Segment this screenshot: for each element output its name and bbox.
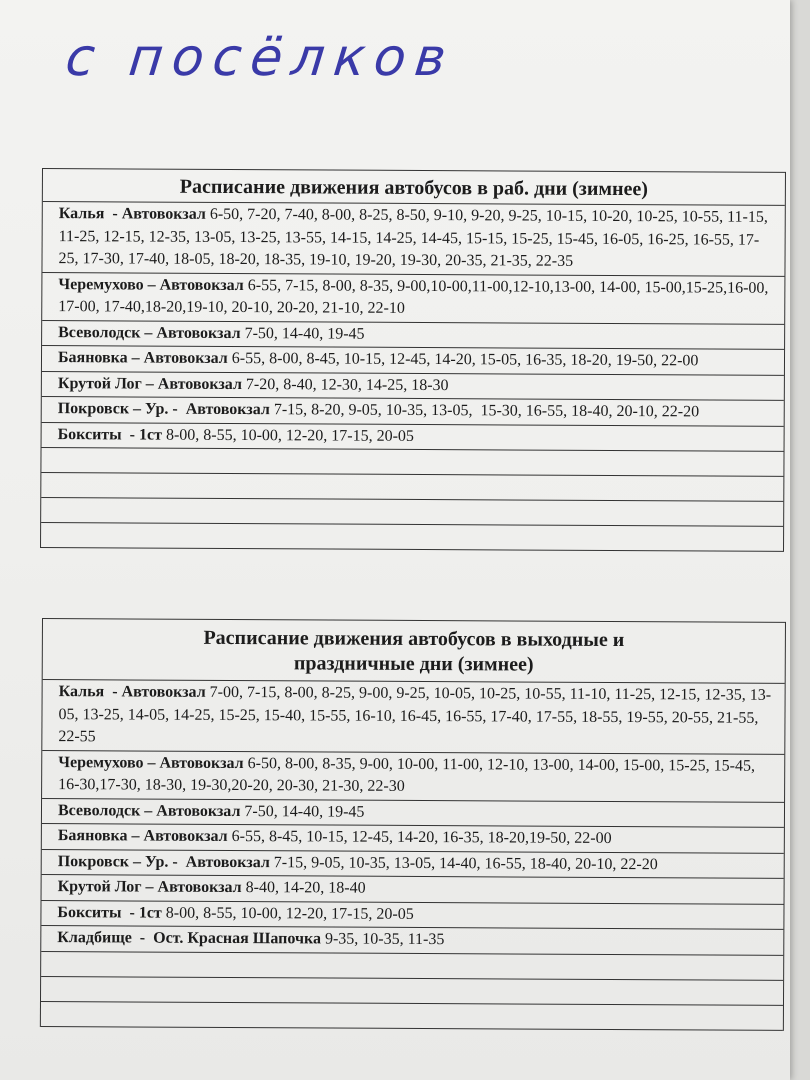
route-name: Черемухово – Автовокзал [58, 753, 244, 772]
route-name: Покровск – Ур. - Автовокзал [57, 852, 270, 871]
route-times: 6-55, 8-00, 8-45, 10-15, 12-45, 14-20, 15-05, 16-35, 18-20, 19-50, 22-00 [231, 349, 699, 370]
empty-row [41, 977, 783, 1006]
weekend-schedule-table [40, 618, 786, 1030]
handwritten-note: с посёлков [62, 28, 458, 88]
route-name: Крутой Лог – Автовокзал [57, 374, 242, 393]
route-name: Бокситы - 1ст [57, 425, 163, 444]
schedule-row [42, 751, 784, 803]
empty-row [41, 498, 783, 527]
schedule-row [42, 321, 784, 350]
route-name: Калья - Автовокзал [58, 683, 206, 701]
route-times: 6-55, 8-45, 10-15, 12-45, 14-20, 16-35, 18-20,19-50, 22-00 [231, 827, 612, 847]
route-times: 8-40, 14-20, 18-40 [245, 879, 366, 897]
route-times: 8-00, 8-55, 10-00, 12-20, 17-15, 20-05 [165, 426, 414, 445]
weekend-schedule-title [43, 618, 785, 684]
schedule-row [42, 346, 784, 375]
route-name: Черемухово – Автовокзал [58, 275, 244, 294]
route-times: 8-00, 8-55, 10-00, 12-20, 17-15, 20-05 [165, 904, 414, 923]
route-times: 7-50, 14-40, 19-45 [244, 802, 365, 821]
empty-row [41, 952, 783, 981]
weekday-schedule-title: Расписание движения автобусов в раб. дни (зимнее) [43, 168, 785, 206]
route-name: Баяновка – Автовокзал [57, 349, 228, 367]
schedule-row [42, 202, 784, 276]
route-name: Бокситы - 1ст [57, 903, 162, 922]
route-times: 7-50, 14-40, 19-45 [244, 324, 365, 343]
route-times: 9-35, 10-35, 11-35 [324, 930, 445, 949]
schedule-row [42, 273, 784, 325]
route-name: Калья - Автовокзал [58, 205, 206, 223]
route-times: 6-50, 7-20, 7-40, 8-00, 8-25, 8-50, 9-10, 9-20, 9-25, 10-15, 10-20, 10-25, 10-55, 11-15, 11-25, 12-15, 12-35, 13-05, 13-25, 13-55, 14-15, 14-25, 14-45, 15-15, 15-25, 15-45, 16-05, 16-25, 16-55, 17-25, 17-30, 17-40, 18-05, 18-20, 18-35, 19-10, 19-20, 19-30, 20-35, 21-35, 22-35 [58, 205, 772, 270]
schedule-row [42, 680, 784, 754]
weekend-title-line1: Расписание движения автобусов в выходные и [203, 626, 625, 652]
weekend-title-line2: праздничные дни (зимнее) [293, 652, 534, 676]
route-times: 7-15, 9-05, 10-35, 13-05, 14-40, 16-55, 18-40, 20-10, 22-20 [273, 853, 658, 873]
schedule-row [42, 397, 784, 426]
schedule-row [42, 799, 784, 828]
route-name: Баяновка – Автовокзал [57, 827, 228, 845]
route-times: 6-55, 7-15, 8-00, 8-35, 9-00,10-00,11-00,12-10,13-00, 14-00, 15-00,15-25,16-00, 17-00, 17-40,18-20,19-10, 20-10, 20-20, 21-10, 22-10 [58, 276, 773, 317]
schedule-row [42, 875, 784, 904]
empty-row [41, 523, 783, 552]
schedule-row [42, 824, 784, 853]
empty-row [41, 1002, 783, 1031]
route-times: 7-15, 8-20, 9-05, 10-35, 13-05, 15-30, 16-55, 18-40, 20-10, 22-20 [273, 401, 700, 421]
route-name: Всеволодск – Автовокзал [57, 801, 241, 820]
route-name: Кладбище - Ост. Красная Шапочка [57, 929, 322, 948]
schedule-row [42, 372, 784, 401]
weekday-schedule-table [40, 168, 786, 552]
route-times: 7-00, 7-15, 8-00, 8-25, 9-00, 9-25, 10-05, 10-25, 10-55, 11-10, 11-25, 12-15, 12-35, 13-05, 13-25, 14-05, 14-25, 15-25, 15-40, 15-55, 16-10, 16-45, 16-55, 17-40, 17-55, 18-55, 19-55, 20-55, 21-55, 22-55 [58, 683, 772, 746]
route-times: 6-50, 8-00, 8-35, 9-00, 10-00, 11-00, 12-10, 13-00, 14-00, 15-00, 15-25, 15-45, 16-30,17-30, 18-30, 19-30,20-20, 20-30, 21-30, 22-30 [58, 754, 760, 795]
route-name: Всеволодск – Автовокзал [58, 323, 241, 342]
empty-row [41, 448, 783, 477]
route-name: Покровск – Ур. - Автовокзал [57, 400, 270, 419]
schedule-row [41, 901, 783, 930]
schedule-row [42, 850, 784, 879]
route-times: 7-20, 8-40, 12-30, 14-25, 18-30 [245, 375, 449, 394]
route-name: Крутой Лог – Автовокзал [57, 878, 242, 897]
empty-row [41, 473, 783, 502]
schedule-row [42, 423, 784, 452]
schedule-row [41, 926, 783, 955]
